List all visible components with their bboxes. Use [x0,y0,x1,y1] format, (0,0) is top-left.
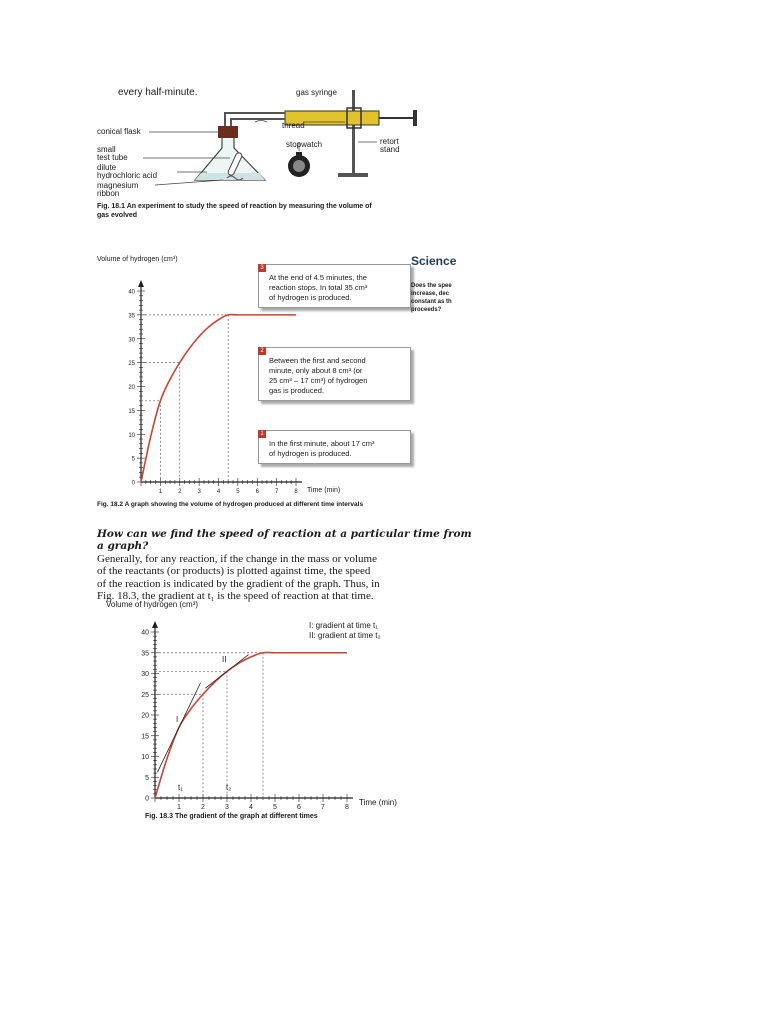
fig2-caption: Fig. 18.2 A graph showing the volume of hydrogen produced at different time intervals [97,501,364,508]
question-line1: How can we find the speed of reaction at a particular time from [97,528,472,540]
y-tick-label: 15 [141,733,149,741]
fig3-legend-2: II: gradient at time t₂ [309,631,381,640]
label-small: small [97,145,116,154]
y-tick-label: 15 [128,408,135,415]
fig2-ylabel: Volume of hydrogen (cm³) [97,256,178,263]
t2-label: t₂ [226,783,232,792]
x-tick-label: 1 [177,804,181,811]
sidebar-line1: Does the spee [411,283,452,289]
label-conical-flask: conical flask [97,127,141,136]
y-tick-label: 30 [141,671,149,678]
x-tick-label: 4 [249,804,253,811]
x-tick-label: 8 [345,804,349,811]
callout-2-line4: gas is produced. [269,386,325,395]
para-line2: of the reactants (or products) is plotted against time, the speed [97,565,371,578]
y-tick-label: 25 [141,691,149,699]
label-stand: stand [380,145,400,154]
fig3-ylabel: Volume of hydrogen (cm³) [106,600,199,609]
x-tick-label: 7 [321,804,325,811]
x-tick-label: 6 [255,489,259,495]
fig2-xlabel: Time (min) [307,487,341,494]
label-dilute: dilute [97,163,117,172]
y-tick-label: 0 [131,480,135,487]
callout-1-line1: In the first minute, about 17 cm³ [269,439,375,448]
tangent-label-I: I [176,715,179,724]
para-line1: Generally, for any reaction, if the change in the mass or volume [97,553,377,565]
callout-2-line2: minute, only about 8 cm³ (or [269,366,363,375]
label-stopwatch: stopwatch [286,140,323,149]
x-tick-label: 5 [236,489,240,495]
top-cut-text: every half-minute. [118,87,198,98]
callout-2-line1: Between the first and second [269,356,366,365]
t1-label: t₁ [178,783,183,792]
label-magnesium: magnesium [97,181,139,190]
sidebar-title: Science [411,254,457,268]
x-tick-label: 1 [158,489,163,495]
tangent-label-II: II [222,655,227,664]
label-hydrochloric-acid: hydrochloric acid [97,171,158,180]
y-tick-label: 35 [141,650,149,658]
label-test-tube: test tube [97,153,128,162]
callout-1-line2: of hydrogen is produced. [269,449,352,458]
y-tick-label: 30 [128,337,135,344]
y-axis-arrow [152,621,158,628]
callout-2-number: 2 [258,347,266,355]
sidebar-line3: constant as th [411,299,452,305]
tangent-line [157,683,200,773]
fig1-caption-line2: gas evolved [97,212,138,219]
y-tick-label: 40 [128,289,135,296]
label-ribbon: ribbon [97,189,120,198]
y-tick-label: 5 [131,456,135,463]
label-gas-syringe: gas syringe [296,88,337,97]
callout-3-number: 3 [258,264,266,272]
x-tick-label: 8 [294,489,298,495]
sidebar-line4: proceeds? [411,307,442,313]
fig1-caption-line1: Fig. 18.1 An experiment to study the speed of reaction by measuring the volume of [97,203,372,210]
y-tick-label: 10 [141,754,149,761]
y-tick-label: 0 [145,795,149,803]
x-tick-label: 4 [216,489,221,495]
y-tick-label: 20 [141,712,149,720]
question-line2: a graph? [97,540,149,552]
para-line4: Fig. 18.3, the gradient at t₁ is the speed of reaction at that time. [97,589,374,602]
x-tick-label: 7 [274,489,279,495]
x-tick-label: 2 [201,804,205,811]
callout-1-number: 1 [258,430,266,438]
x-tick-label: 3 [197,489,201,495]
para-line3: of the reaction is indicated by the gradient of the graph. Thus, in [97,577,380,590]
callout-3-line2: reaction stops. In total 35 cm³ [269,283,368,292]
x-tick-label: 6 [297,804,301,811]
data-line [155,652,347,798]
sidebar-line2: increase, dec [411,291,450,297]
y-tick-label: 40 [141,629,149,637]
y-tick-label: 20 [128,385,135,391]
y-tick-label: 25 [128,361,135,368]
fig3-xlabel: Time (min) [359,798,397,807]
fig3-caption: Fig. 18.3 The gradient of the graph at different times [145,813,318,820]
callout-2-line3: 25 cm³ – 17 cm³) of hydrogen [269,376,368,385]
y-tick-label: 35 [128,313,135,320]
fig3-legend-1: I: gradient at time t₁ [309,621,378,630]
label-thread: thread [282,121,305,130]
callout-3-line1: At the end of 4.5 minutes, the [269,273,367,282]
x-tick-label: 3 [225,804,229,811]
y-tick-label: 10 [128,432,135,439]
x-tick-label: 2 [178,489,182,495]
y-tick-label: 5 [145,774,149,782]
callout-3-line3: of hydrogen is produced. [269,293,352,302]
x-tick-label: 5 [273,804,277,811]
label-retort: retort [380,137,399,146]
